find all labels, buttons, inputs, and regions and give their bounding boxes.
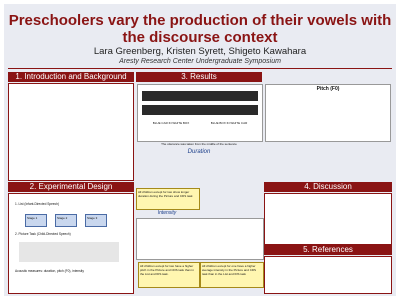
intensity-title: Intensity bbox=[157, 210, 177, 216]
intensity-panel bbox=[136, 218, 264, 260]
waveform-1 bbox=[142, 91, 258, 101]
intensity-note-box-1: All children except for two have a higher pitch in the Picture and CDS task than in the List and IDS task. bbox=[138, 262, 200, 288]
design-diagram bbox=[19, 242, 119, 262]
section-header-design: 2. Experimental Design bbox=[8, 182, 134, 192]
poster-affiliation: Aresty Research Center Undergraduate Symposium bbox=[119, 58, 281, 65]
pitch-title: Pitch (F0) bbox=[316, 86, 340, 92]
design-body bbox=[8, 193, 134, 294]
task-label-1: 1. List (Infant-Directed Speech) bbox=[15, 202, 60, 206]
waveform-caption-1: BLUE CAR IN WHITE BOX bbox=[152, 121, 190, 125]
discussion-body bbox=[264, 193, 392, 245]
section-header-references: 5. References bbox=[264, 245, 392, 255]
poster-title: Preschoolers vary the production of their vowels with the discourse context bbox=[8, 12, 392, 46]
waveform-panel bbox=[137, 84, 263, 142]
section-header-discussion: 4. Discussion bbox=[264, 182, 392, 192]
duration-note-box: All children except for two show longer duration during the Picture and CDS task bbox=[136, 188, 200, 210]
duration-title: Duration bbox=[187, 149, 211, 155]
pitch-panel bbox=[265, 84, 391, 142]
section-header-intro: 1. Introduction and Background bbox=[8, 72, 134, 82]
poster-authors: Lara Greenberg, Kristen Syrett, Shigeto Kawahara bbox=[93, 46, 307, 57]
intro-body bbox=[8, 83, 134, 181]
title-divider bbox=[8, 68, 392, 69]
intensity-note-box-2: All children except for one have a higher average intensity in the Picture and CDS task than in the List and IDS task bbox=[200, 262, 264, 288]
stage-box-3: Stage 3 bbox=[85, 214, 107, 227]
stage-box-1: Stage 1 bbox=[25, 214, 47, 227]
references-body bbox=[264, 256, 392, 294]
results-note: The utterance was taken from the middle of the sentence bbox=[161, 142, 237, 146]
results-body bbox=[136, 83, 392, 181]
stage-box-2: Stage 2 bbox=[55, 214, 77, 227]
task-label-2: 2. Picture Task (Child-Directed Speech) bbox=[15, 232, 71, 236]
waveform-caption-2: BLUE BOX IN WHITE CAR bbox=[210, 121, 248, 125]
section-header-results: 3. Results bbox=[136, 72, 262, 82]
acoustic-measures-label: Acoustic measures: duration, pitch (F0), intensity bbox=[15, 269, 84, 273]
waveform-2 bbox=[142, 105, 258, 115]
